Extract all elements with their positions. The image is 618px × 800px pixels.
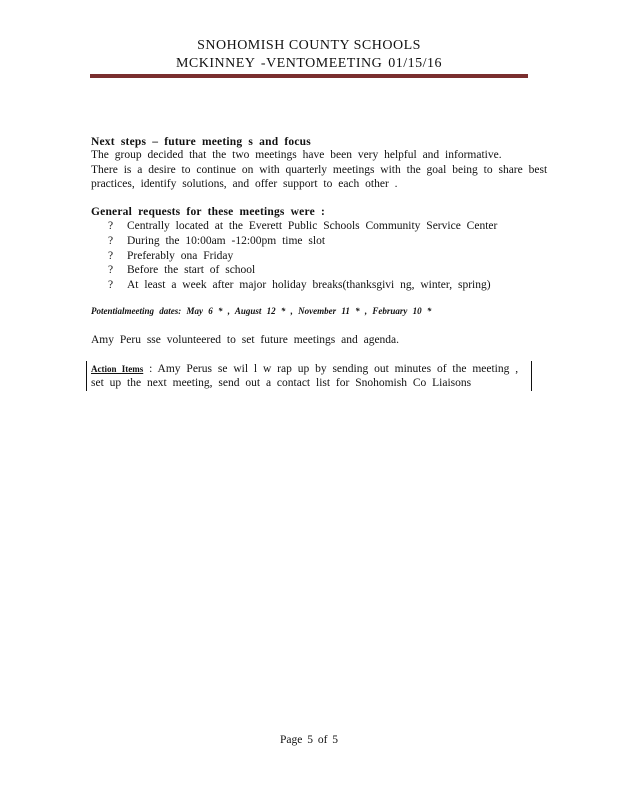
header-rule <box>90 74 528 78</box>
general-requests-list <box>108 219 497 293</box>
potential-meeting-dates: Potentialmeeting dates: May 6 * , August 12 * , November 11 * , February 10 * <box>91 306 432 316</box>
next-steps-heading: Next steps – future meeting s and focus <box>91 136 311 148</box>
bullet-mark: ? <box>108 249 114 262</box>
bullet-mark: ? <box>108 220 114 232</box>
list-item-text: Centrally located at the Everett Public Schools Community Service Center <box>127 220 498 232</box>
next-steps-line-3: practices, identify solutions, and offer support to each other . <box>91 178 398 190</box>
general-requests-heading: General requests for these meetings were : <box>91 206 325 218</box>
action-items-text-1: : Amy Perus se wil l w rap up by sending out minutes of the meeting , <box>143 363 519 375</box>
header-meeting-date: MCKINNEY -VENTOMEETING 01/15/16 <box>175 56 443 71</box>
next-steps-line-2: There is a desire to continue on with quarterly meetings with the goal being to share best <box>91 164 548 176</box>
action-items-line-2: set up the next meeting, send out a contact list for Snohomish Co Liaisons <box>91 377 472 389</box>
action-items-label: Action Items <box>91 364 144 374</box>
list-item-text: During the 10:00am -12:00pm time slot <box>127 234 326 247</box>
list-item-text: Preferably ona Friday <box>127 249 234 262</box>
list-item-text: Before the start of school <box>127 264 256 277</box>
next-steps-line-1: The group decided that the two meetings have been very helpful and informative. <box>91 149 502 161</box>
list-item <box>108 278 497 293</box>
list-item <box>108 263 497 278</box>
header-organization: SNOHOMISH COUNTY SCHOOLS <box>197 38 421 53</box>
list-item-text: At least a week after major holiday breaks(thanksgivi ng, winter, spring) <box>127 279 491 292</box>
bullet-mark: ? <box>108 279 114 292</box>
list-item <box>108 249 497 264</box>
list-item <box>108 219 497 234</box>
bullet-mark: ? <box>108 234 114 247</box>
bullet-mark: ? <box>108 264 114 277</box>
action-items-line-1 <box>91 363 518 375</box>
list-item <box>108 234 497 249</box>
volunteer-note: Amy Peru sse volunteered to set future meetings and agenda. <box>91 334 400 346</box>
page-number: Page 5 of 5 <box>279 734 339 746</box>
